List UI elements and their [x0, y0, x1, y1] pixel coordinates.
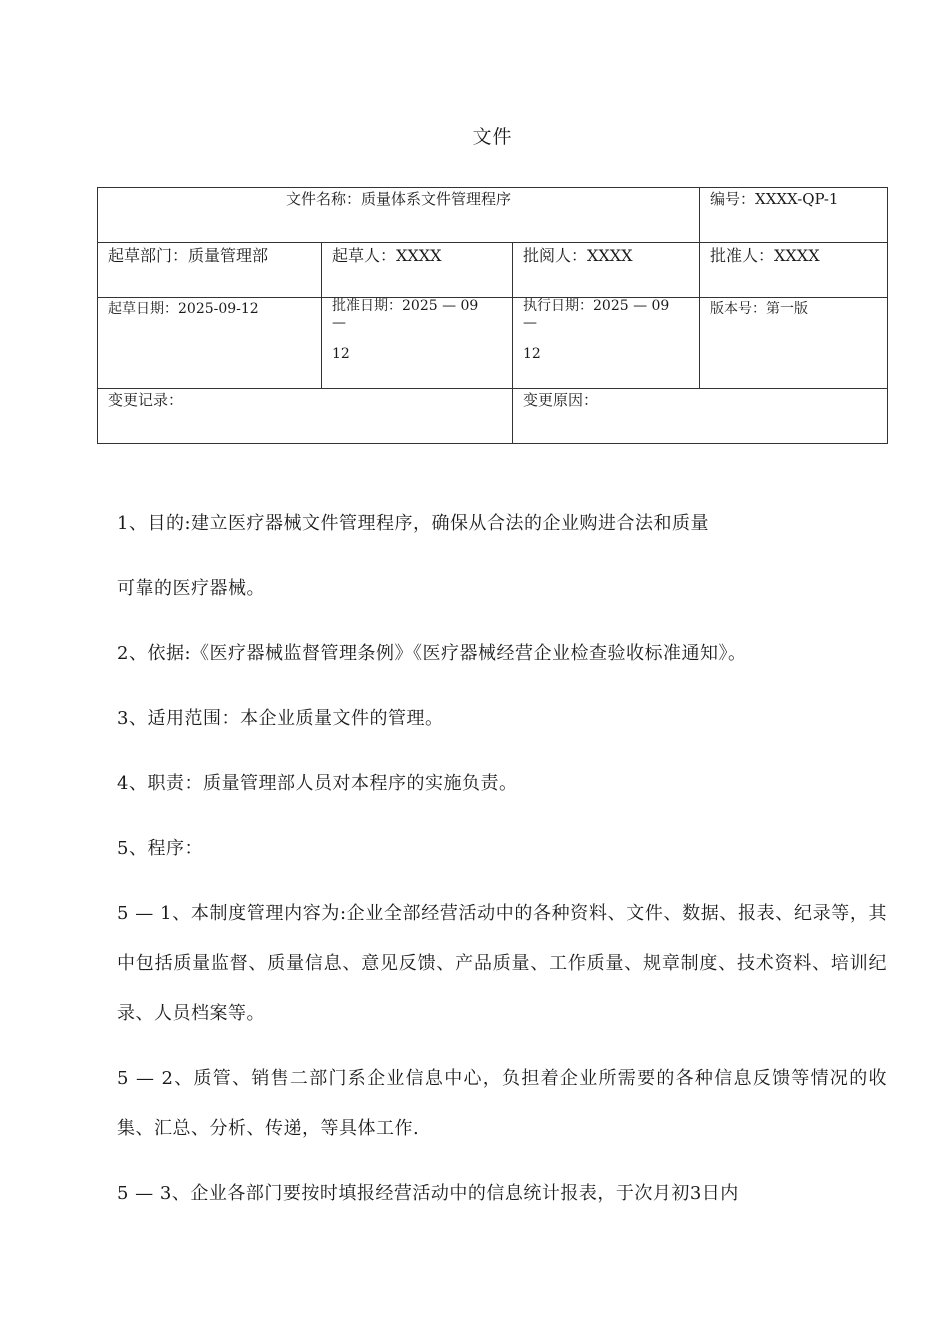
paragraph-purpose: 1、目的:建立医疗器械文件管理程序，确保从合法的企业购进合法和质量: [117, 513, 710, 534]
drafter-cell: 起草人：XXXX: [322, 243, 513, 298]
document-info-table: [97, 187, 888, 444]
document-number-cell: 编号：XXXX-QP-1: [700, 188, 888, 243]
paragraph-basis: 2、依据:《医疗器械监督管理条例》《医疗器械经营企业检查验收标准通知》。: [117, 643, 747, 664]
change-record-cell: 变更记录：: [98, 389, 513, 444]
execute-date-dash: —: [523, 314, 537, 331]
paragraph-procedure: 5、程序：: [117, 838, 203, 859]
draft-date-cell: 起草日期：2025-09-12: [98, 298, 322, 389]
file-name-cell: 文件名称：质量体系文件管理程序: [98, 188, 700, 243]
approve-date-dash: —: [332, 314, 346, 331]
reviewer-cell: 批阅人：XXXX: [513, 243, 700, 298]
execute-date-head: 执行日期：2025 — 09: [523, 298, 670, 314]
document-body: [117, 499, 887, 1234]
paragraph-scope: 3、适用范围：本企业质量文件的管理。: [117, 708, 444, 729]
approver-cell: 批准人：XXXX: [700, 243, 888, 298]
execute-date-cell: [513, 298, 700, 389]
table-row: [98, 243, 888, 298]
paragraph-duties: 4、职责：质量管理部人员对本程序的实施负责。: [117, 773, 518, 794]
table-row: [98, 188, 888, 243]
draft-department-cell: 起草部门：质量管理部: [98, 243, 322, 298]
change-reason-cell: 变更原因：: [513, 389, 888, 444]
paragraph-procedure-2: 5 — 2、质管、销售二部门系企业信息中心，负担着企业所需要的各种信息反馈等情况的收集、汇总、分析、传递，等具体工作.: [117, 1068, 887, 1139]
approve-date-tail: 12: [332, 345, 350, 362]
paragraph-procedure-1: 5 — 1、本制度管理内容为:企业全部经营活动中的各种资料、文件、数据、报表、纪录等，其中包括质量监督、质量信息、意见反馈、产品质量、工作质量、规章制度、技术资料、培训纪录、人员档案等。: [117, 903, 887, 1024]
approve-date-cell: [322, 298, 513, 389]
document-title: 文件: [472, 126, 513, 148]
paragraph-purpose-cont: 可靠的医疗器械。: [117, 578, 265, 599]
version-cell: 版本号：第一版: [700, 298, 888, 389]
paragraph-procedure-3: 5 — 3、企业各部门要按时填报经营活动中的信息统计报表，于次月初3日内: [117, 1183, 739, 1204]
table-row: [98, 389, 888, 444]
table-row: [98, 298, 888, 389]
execute-date-tail: 12: [523, 345, 541, 362]
approve-date-head: 批准日期：2025 — 09: [332, 298, 479, 314]
